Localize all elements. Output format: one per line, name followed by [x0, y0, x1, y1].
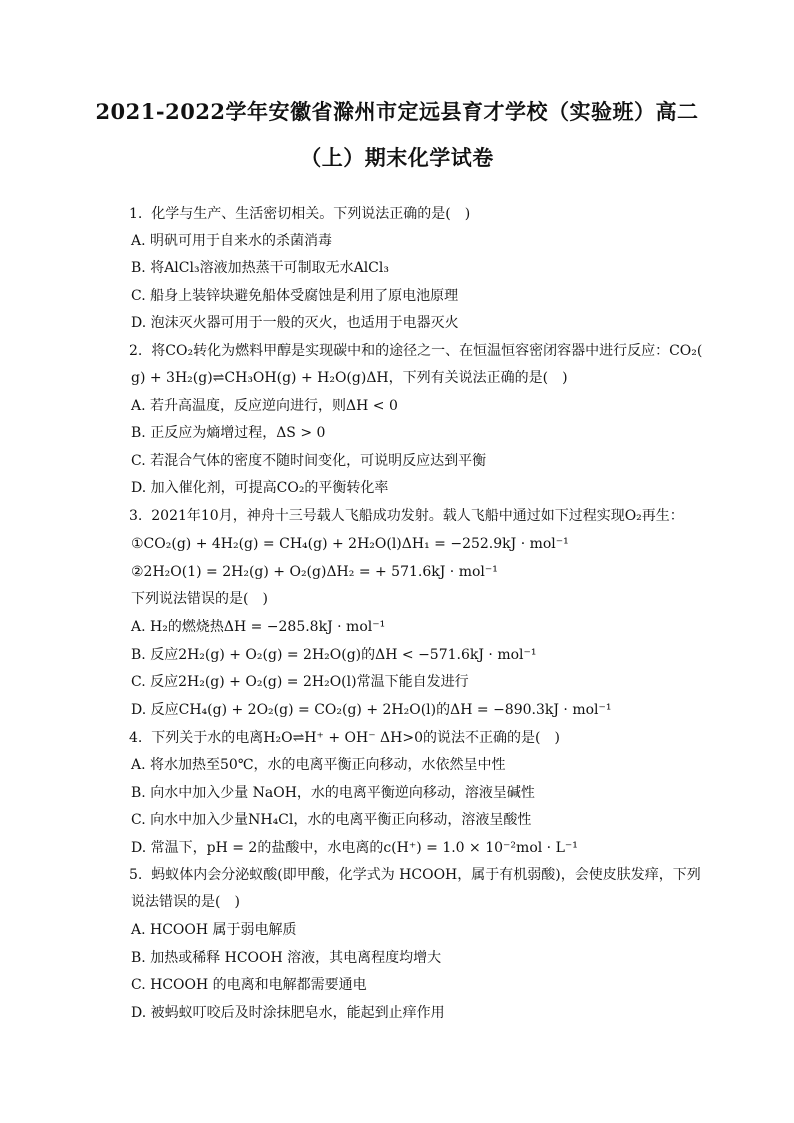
question-3-equation-1: ①CO₂(g) + 4H₂(g) = CH₄(g) + 2H₂O(l)ΔH₁ = −252.9kJ · mol⁻¹ — [131, 536, 569, 552]
question-2-option-a: A. 若升高温度，反应逆向进行，则ΔH < 0 — [131, 398, 398, 414]
question-3-equation-2: ②2H₂O(1) = 2H₂(g) + O₂(g)ΔH₂ = + 571.6kJ · mol⁻¹ — [131, 564, 498, 580]
question-2-text: 将CO₂转化为燃料甲醇是实现碳中和的途径之一、在恒温恒容密闭容器中进行反应：CO₂( — [151, 343, 703, 359]
question-3-option-d: D. 反应CH₄(g) + 2O₂(g) = CO₂(g) + 2H₂O(l)的ΔH = −890.3kJ · mol⁻¹ — [131, 702, 612, 718]
question-1-stem — [129, 205, 470, 223]
question-1-option-c: C. 船身上装锌块避免船体受腐蚀是利用了原电池原理 — [131, 288, 459, 304]
question-2-option-b: B. 正反应为熵增过程，ΔS > 0 — [131, 425, 326, 441]
question-3-option-b: B. 反应2H₂(g) + O₂(g) = 2H₂O(g)的ΔH < −571.6kJ · mol⁻¹ — [131, 647, 537, 663]
question-3-stem-cont: 下列说法错误的是( ) — [131, 591, 268, 607]
page-title: 2021-2022学年安徽省滁州市定远县育才学校（实验班）高二 — [95, 99, 699, 124]
question-1-text: 化学与生产、生活密切相关。下列说法正确的是( ) — [151, 206, 471, 222]
question-4-option-b: B. 向水中加入少量 NaOH，水的电离平衡逆向移动，溶液呈碱性 — [131, 785, 535, 801]
question-1-option-d: D. 泡沫灭火器可用于一般的灭火，也适用于电器灭火 — [131, 315, 459, 331]
question-4-option-d: D. 常温下，pH = 2的盐酸中，水电离的c(H⁺) = 1.0 × 10⁻²mol · L⁻¹ — [131, 840, 578, 856]
question-2-number: 2. — [129, 343, 143, 359]
question-3-option-a: A. H₂的燃烧热ΔH = −285.8kJ · mol⁻¹ — [131, 619, 386, 635]
question-4-text: 下列关于水的电离H₂O⇌H⁺ + OH⁻ ΔH>0的说法不正确的是( ) — [151, 730, 560, 746]
question-4-option-a: A. 将水加热至50℃，水的电离平衡正向移动，水依然呈中性 — [131, 757, 506, 773]
question-3-option-c: C. 反应2H₂(g) + O₂(g) = 2H₂O(l)常温下能自发进行 — [131, 674, 469, 690]
question-5-option-a: A. HCOOH 属于弱电解质 — [131, 922, 297, 938]
question-5-option-b: B. 加热或稀释 HCOOH 溶液，其电离程度均增大 — [131, 950, 442, 966]
question-4-option-c: C. 向水中加入少量NH₄Cl，水的电离平衡正向移动，溶液呈酸性 — [131, 812, 532, 828]
question-5-number: 5. — [129, 867, 143, 883]
question-1-option-a: A. 明矾可用于自来水的杀菌消毒 — [131, 233, 333, 249]
question-2-stem-cont: g) + 3H₂(g)⇌CH₃OH(g) + H₂O(g)ΔH，下列有关说法正确的是( ) — [131, 370, 568, 386]
question-5-option-d: D. 被蚂蚁叮咬后及时涂抹肥皂水，能起到止痒作用 — [131, 1005, 445, 1021]
question-2-option-d: D. 加入催化剂，可提高CO₂的平衡转化率 — [131, 480, 389, 496]
question-3-stem — [129, 507, 684, 525]
question-3-number: 3. — [129, 508, 143, 524]
question-2-stem — [129, 342, 702, 360]
question-5-stem — [129, 866, 701, 884]
question-5-stem-cont: 说法错误的是( ) — [131, 894, 240, 910]
question-3-text: 2021年10月，神舟十三号载人飞船成功发射。载人飞船中通过如下过程实现O₂再生： — [151, 508, 684, 524]
question-1-number: 1. — [129, 206, 143, 222]
question-5-text: 蚂蚁体内会分泌蚁酸(即甲酸，化学式为 HCOOH，属于有机弱酸)，会使皮肤发痒，下列 — [151, 867, 701, 883]
question-4-stem — [129, 729, 560, 747]
page-subtitle: （上）期末化学试卷 — [300, 145, 494, 170]
question-5-option-c: C. HCOOH 的电离和电解都需要通电 — [131, 977, 367, 993]
question-2-option-c: C. 若混合气体的密度不随时间变化，可说明反应达到平衡 — [131, 453, 487, 469]
question-4-number: 4. — [129, 730, 143, 746]
question-1-option-b: B. 将AlCl₃溶液加热蒸干可制取无水AlCl₃ — [131, 260, 389, 276]
